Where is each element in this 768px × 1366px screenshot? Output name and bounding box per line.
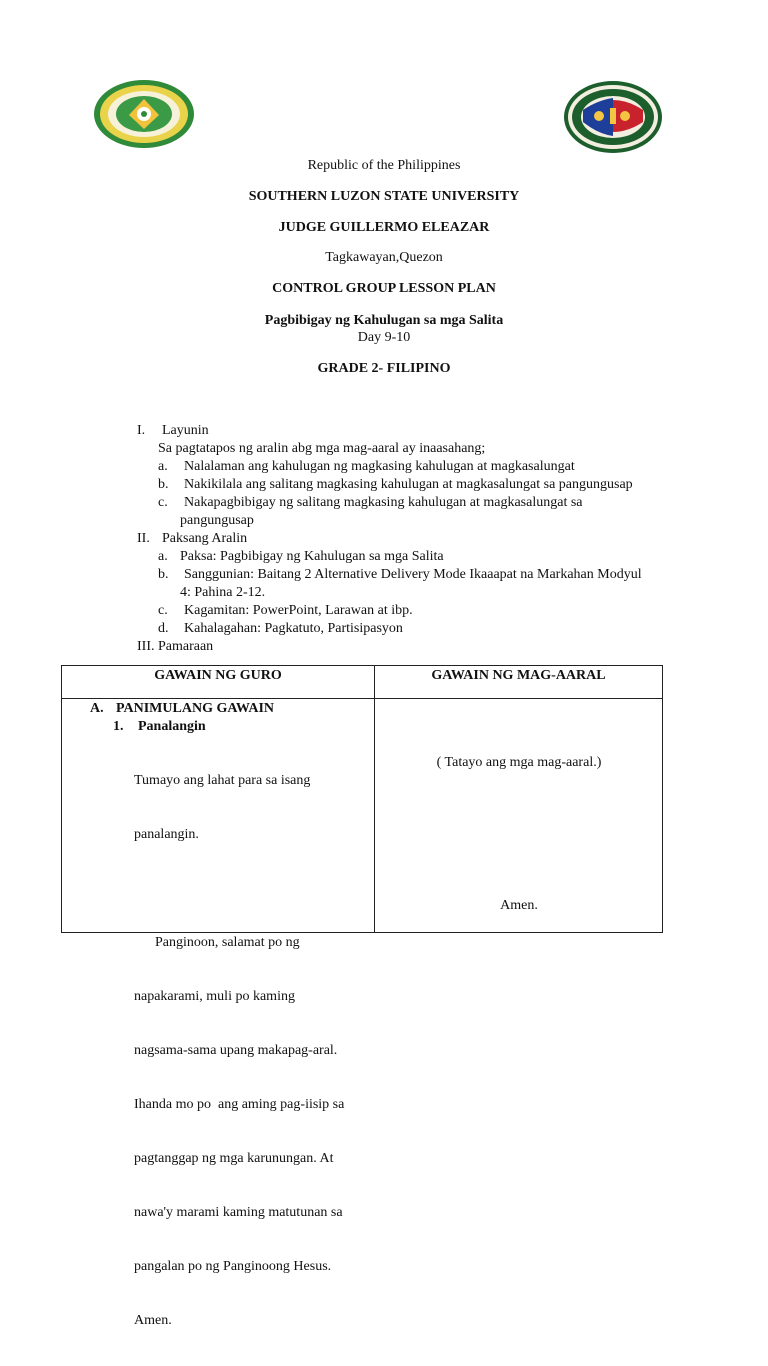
document-title: CONTROL GROUP LESSON PLAN [272, 281, 496, 296]
text-line: Amen. [134, 1313, 172, 1328]
section-a-title: PANIMULANG GAWAIN [116, 701, 275, 716]
text-line: panalangin. [134, 827, 199, 842]
section-1-number: I. [137, 423, 146, 438]
subsection-number: 1. [113, 719, 124, 734]
text-line: pangalan po ng Panginoong Hesus. [134, 1259, 332, 1274]
student-response-amen: Amen. [500, 898, 538, 913]
university-seal-icon [93, 79, 195, 149]
text-line: pagtanggap ng mga karunungan. At [134, 1151, 334, 1166]
student-activity-cell [375, 699, 663, 933]
lesson-day: Day 9-10 [357, 330, 411, 345]
teacher-prayer-text [134, 736, 344, 1366]
objective-b-letter: b. [158, 477, 169, 492]
topic-c-letter: c. [158, 603, 168, 618]
grade-subject: GRADE 2- FILIPINO [317, 361, 451, 376]
slsu-seal-icon [563, 80, 663, 154]
section-3-title: III. Pamaraan [137, 639, 214, 654]
location: Tagkawayan,Quezon [325, 250, 443, 265]
activities-table [61, 665, 663, 1328]
topic-b-continuation: 4: Pahina 2-12. [180, 585, 266, 600]
teacher-column-header: GAWAIN NG GURO [62, 666, 375, 699]
text-line: nagsama-sama upang makapag-aral. [134, 1043, 338, 1058]
campus-name: JUDGE GUILLERMO ELEAZAR [278, 220, 490, 235]
topic-a-letter: a. [158, 549, 168, 564]
topic-c-text: Kagamitan: PowerPoint, Larawan at ibp. [184, 603, 413, 618]
objective-b-text: Nakikilala ang salitang magkasing kahulugan at magkasalungat sa pangungusap [184, 477, 633, 492]
subsection-title: Panalangin [138, 719, 206, 734]
blank-line [134, 880, 344, 898]
topic-d-letter: d. [158, 621, 169, 636]
lesson-topic: Pagbibigay ng Kahulugan sa mga Salita [264, 313, 504, 328]
section-1-title: Layunin [162, 423, 209, 438]
section-2-title: Paksang Aralin [162, 531, 248, 546]
section-2-number: II. [137, 531, 150, 546]
text-line: Tumayo ang lahat para sa isang [134, 773, 311, 788]
objective-a-letter: a. [158, 459, 168, 474]
table-row [62, 699, 663, 933]
section-a-letter: A. [90, 701, 104, 716]
objective-c-text: Nakapagbibigay ng salitang magkasing kahulugan at magkasalungat sa [184, 495, 583, 510]
objective-a-text: Nalalaman ang kahulugan ng magkasing kahulugan at magkasalungat [184, 459, 575, 474]
section-1-intro: Sa pagtatapos ng aralin abg mga mag-aaral ay inaasahang; [158, 441, 486, 456]
objective-c-letter: c. [158, 495, 168, 510]
student-response-stand: ( Tatayo ang mga mag-aaral.) [436, 755, 602, 770]
teacher-activity-cell [62, 699, 375, 1328]
text-line: Panginoon, salamat po ng [134, 935, 300, 950]
text-line: napakarami, muli po kaming [134, 989, 295, 1004]
topic-d-text: Kahalagahan: Pagkatuto, Partisipasyon [184, 621, 403, 636]
topic-b-text: Sanggunian: Baitang 2 Alternative Delivery Mode Ikaaapat na Markahan Modyul [184, 567, 642, 582]
republic-line: Republic of the Philippines [307, 158, 461, 173]
topic-a-text: Paksa: Pagbibigay ng Kahulugan sa mga Salita [180, 549, 444, 564]
objective-c-continuation: pangungusap [180, 513, 254, 528]
university-name: SOUTHERN LUZON STATE UNIVERSITY [248, 189, 520, 204]
table-header-row [62, 666, 663, 699]
topic-b-letter: b. [158, 567, 169, 582]
text-line: nawa'y marami kaming matutunan sa [134, 1205, 343, 1220]
student-column-header: GAWAIN NG MAG-AARAL [375, 666, 663, 699]
text-line: Ihanda mo po ang aming pag-iisip sa [134, 1097, 345, 1112]
